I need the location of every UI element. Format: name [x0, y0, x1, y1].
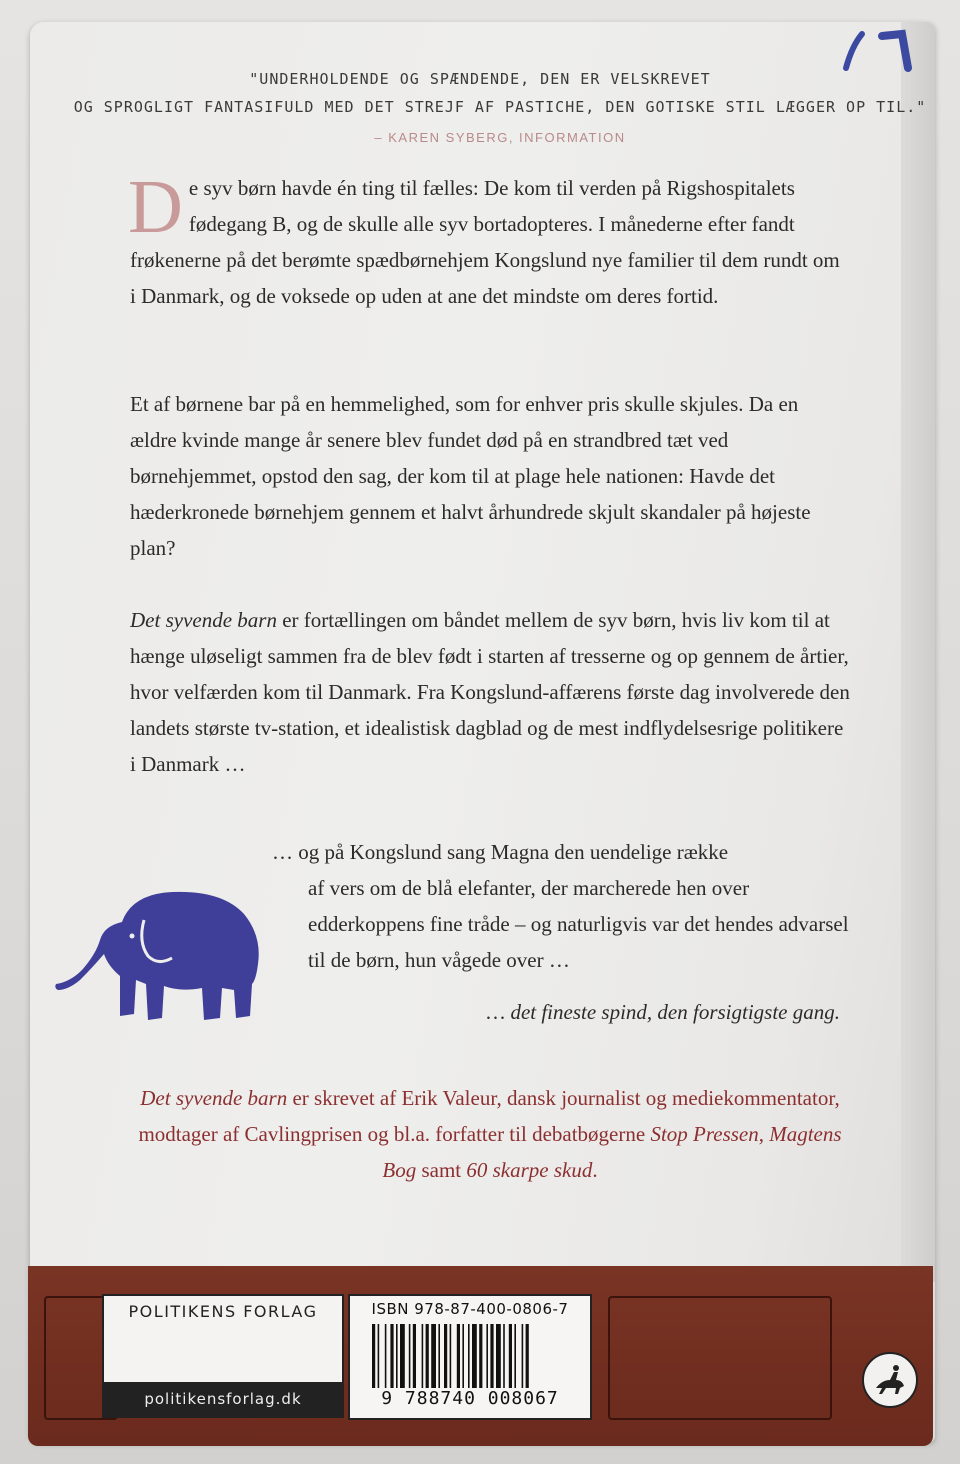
blurb-p3-text: er fortællingen om båndet mellem de syv børn, hvis liv kom til at hænge uløseligt sammen fra de blev født i starten af tresserne og op gennem de årtier, hvor velfærden kom til Danmark. Fra Kongslund-affærens første dag involverede den landets største tv-station, et idealistisk dagblad og de mest indflydelsesrige politikere i Danmark …: [130, 608, 850, 776]
review-quote-source: – KAREN SYBERG, INFORMATION: [374, 130, 626, 145]
barcode-bar: [509, 1324, 512, 1388]
barcode-bar: [409, 1324, 411, 1388]
review-quote-line2: OG SPROGLIGT FANTASIFULD MED DET STREJF AF PASTICHE, DEN GOTISKE STIL LÆGGER OP TIL.": [73, 98, 927, 116]
barcode-bar: [522, 1324, 524, 1388]
barcode-box: [348, 1294, 592, 1420]
drop-cap: D: [128, 165, 183, 249]
publisher-box: [102, 1294, 344, 1418]
author-bio: [120, 1080, 860, 1188]
publisher-url: politikensforlag.dk: [104, 1382, 342, 1416]
blurb-closing-line: … det fineste spind, den forsigtigste gang.: [486, 1000, 840, 1024]
author-bio-text2: samt: [416, 1158, 467, 1182]
blurb-p4-lead: … og på Kongslund sang Magna den uendelige række: [272, 840, 729, 864]
barcode-bar: [457, 1324, 460, 1388]
barcode-bar: [378, 1324, 380, 1388]
blurb-paragraph-4: [272, 834, 862, 978]
review-quote-line1: "UNDERHOLDENDE OG SPÆNDENDE, DEN ER VELSKREVET: [249, 70, 711, 88]
barcode-bar: [426, 1324, 429, 1388]
publisher-name: POLITIKENS FORLAG: [128, 1302, 318, 1321]
barcode-bar: [486, 1324, 488, 1388]
author-bio-end: .: [592, 1158, 598, 1182]
elephant-icon: [52, 884, 264, 1026]
horse-rider-icon: [862, 1352, 918, 1408]
author-bio-book-title: Det syvende barn: [140, 1086, 288, 1110]
author-bio-sep: ,: [758, 1122, 770, 1146]
barcode-bar: [462, 1324, 464, 1388]
barcode-number: 9 788740 008067: [381, 1388, 559, 1409]
barcode-bar: [490, 1324, 493, 1388]
author-bio-text1: er skrevet af Erik Valeur, dansk journalist og mediekommentator, modtager af Cavlingprisen og bl.a. forfatter til debatbøgerne: [138, 1086, 840, 1146]
blurb-paragraph-1: [128, 165, 850, 314]
author-bio-book1: Stop Pressen: [650, 1122, 759, 1146]
blurb-paragraph-2: Et af børnene bar på en hemmelighed, som for enhver pris skulle skjules. Da en ældre kvinde mange år senere blev fundet død på en strandbred tæt ved børnehjemmet, opstod den sag, der kom til at plage hele nationen: Havde det hæderkronede børnehjem gennem et halvt århundrede skjult skandaler på højeste plan?: [130, 392, 811, 560]
wood-panel-inset: [608, 1296, 832, 1420]
barcode-bar: [479, 1324, 482, 1388]
barcode-bar: [390, 1324, 393, 1388]
blurb-p4-text: af vers om de blå elefanter, der marcherede hen over edderkoppens fine tråde – og naturligvis var det hendes advarsel til de børn, hun vågede over …: [308, 876, 849, 972]
barcode-bar: [438, 1324, 440, 1388]
book-title-italic: Det syvende barn: [130, 608, 277, 632]
barcode-bar: [472, 1324, 477, 1388]
barcode-bar: [450, 1324, 452, 1388]
barcode-icon: [372, 1324, 572, 1388]
barcode-bar: [400, 1324, 405, 1388]
barcode-bar: [468, 1324, 470, 1388]
barcode-bar: [503, 1324, 505, 1388]
author-bio-book3: 60 skarpe skud: [466, 1158, 593, 1182]
barcode-bar: [385, 1324, 387, 1388]
isbn-text: ISBN 978-87-400-0806-7: [371, 1300, 569, 1318]
barcode-bar: [372, 1324, 375, 1388]
barcode-bar: [413, 1324, 416, 1388]
barcode-bar: [431, 1324, 436, 1388]
blurb-p1-text: e syv børn havde én ting til fælles: De kom til verden på Rigshospitalets fødegang B, og de skulle alle syv bortadopteres. I månederne efter fandt frøkenerne på det berømte spædbørnehjem Kongslund nye familier til dem rundt om i Danmark, og de voksede op uden at ane det mindste om deres fortid.: [130, 176, 840, 308]
barcode-bar: [496, 1324, 501, 1388]
author-bio-book2: Magtens Bog: [382, 1122, 842, 1182]
barcode-bar: [422, 1324, 424, 1388]
barcode-bar: [396, 1324, 398, 1388]
barcode-bar: [514, 1324, 516, 1388]
barcode-bar: [526, 1324, 529, 1388]
book-spine: [901, 22, 935, 1282]
blurb-paragraph-3: [130, 602, 850, 782]
barcode-bar: [444, 1324, 447, 1388]
